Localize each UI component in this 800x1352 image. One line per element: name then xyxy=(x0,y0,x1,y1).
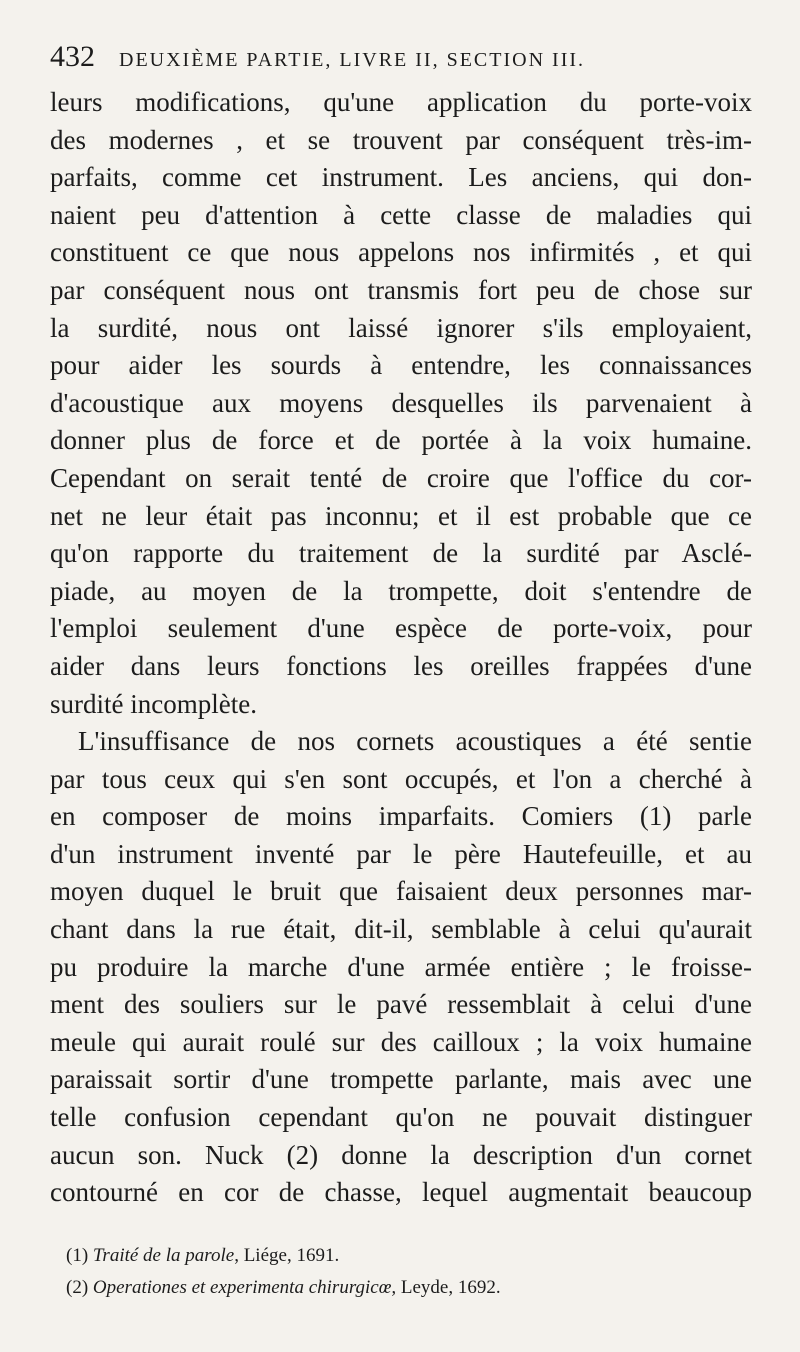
footnote xyxy=(66,1272,746,1304)
text-line: d'un instrument inventé par le père Hautefeuille, et au xyxy=(50,838,752,869)
text-line: chant dans la rue était, dit-il, semblable à celui qu'aurait xyxy=(50,914,752,945)
text-line: constituent ce que nous appelons nos infirmités , et qui xyxy=(50,237,752,268)
text-line: piade, au moyen de la trompette, doit s'entendre de xyxy=(50,575,752,606)
text-line: leurs modifications, qu'une application du porte-voix xyxy=(50,87,752,117)
footnote-title: Traité de la parole xyxy=(92,1245,235,1266)
text-line: naient peu d'attention à cette classe de maladies qui xyxy=(50,199,752,230)
text-line: aucun son. Nuck (2) donne la description d'un cornet xyxy=(50,1139,752,1170)
text-line: pu produire la marche d'une armée entière ; le froisse- xyxy=(50,951,752,982)
text-line: meule qui aurait roulé sur des cailloux ; la voix humaine xyxy=(50,1026,752,1057)
page-number: 432 xyxy=(50,40,95,73)
text-line: contourné en cor de chasse, lequel augmentait beaucoup xyxy=(50,1177,752,1208)
text-line: qu'on rapporte du traitement de la surdité par Asclé- xyxy=(50,538,752,569)
footnote-title: Operationes et experimenta chirurgicœ, xyxy=(92,1277,397,1298)
footnote-details: , Liége, 1691. xyxy=(234,1245,340,1266)
text-line: par tous ceux qui s'en sont occupés, et l'on a cherché à xyxy=(50,763,752,794)
text-line: d'acoustique aux moyens desquelles ils parvenaient à xyxy=(50,387,752,418)
text-line: la surdité, nous ont laissé ignorer s'ils employaient, xyxy=(50,312,752,343)
text-line: parfaits, comme cet instrument. Les anciens, qui don- xyxy=(50,162,752,193)
page-header xyxy=(50,40,750,76)
paragraph-start-line: L'insuffisance de nos cornets acoustiques a été sentie xyxy=(78,726,752,757)
running-head: DEUXIÈME PARTIE, LIVRE II, SECTION III. xyxy=(119,49,586,71)
text-line: par conséquent nous ont transmis fort peu de chose sur xyxy=(50,274,752,305)
text-line: ment des souliers sur le pavé ressemblait à celui d'une xyxy=(50,989,752,1020)
text-line: aider dans leurs fonctions les oreilles frappées d'une xyxy=(50,650,752,681)
text-line: pour aider les sourds à entendre, les connaissances xyxy=(50,350,752,381)
text-line: Cependant on serait tenté de croire que l'office du cor- xyxy=(50,462,752,493)
text-line: net ne leur était pas inconnu; et il est probable que ce xyxy=(50,500,752,531)
text-line: surdité incomplète. xyxy=(50,688,257,719)
text-line: paraissait sortir d'une trompette parlante, mais avec une xyxy=(50,1064,752,1095)
footnotes xyxy=(66,1240,746,1304)
text-line: donner plus de force et de portée à la voix humaine. xyxy=(50,425,752,456)
text-line: l'emploi seulement d'une espèce de porte-voix, pour xyxy=(50,613,752,644)
text-line: des modernes , et se trouvent par conséquent très-im- xyxy=(50,124,752,155)
text-line: en composer de moins imparfaits. Comiers (1) parle xyxy=(50,801,752,832)
footnote-marker: (2) xyxy=(66,1277,89,1298)
body-text xyxy=(50,84,752,1212)
footnote-details: Leyde, 1692. xyxy=(396,1277,501,1298)
footnote xyxy=(66,1240,746,1272)
text-line: telle confusion cependant qu'on ne pouvait distinguer xyxy=(50,1102,752,1133)
text-line: moyen duquel le bruit que faisaient deux personnes mar- xyxy=(50,876,752,907)
footnote-marker: (1) xyxy=(66,1245,89,1266)
